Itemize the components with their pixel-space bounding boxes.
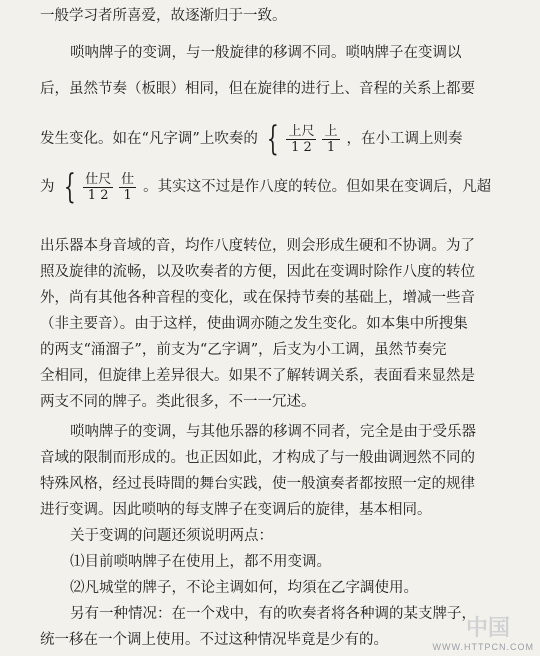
text-line-4b: ，在小工调上则奏 [346, 131, 463, 147]
text-line-11: 全相同，但旋律上差异很大。如果不了解转调关系，表面看来显然是 [40, 368, 475, 384]
text-line-12: 两支不同的牌子。类此很多，不一一冗述。 [40, 394, 316, 410]
text-line-8: 外，尚有其他各种音程的变化，或在保持节奏的基础上，增减一些音 [40, 290, 475, 306]
text-line-5b: 。其实这不过是作八度的转位。但如果在变调后，凡超 [143, 179, 492, 195]
notation-group-2 [59, 167, 140, 207]
fraction-2 [322, 125, 339, 154]
text-line-3: 后，虽然节奏（板眼）相同，但在旋律的进行上、音程的关系上都要 [40, 81, 475, 97]
fraction-3-bottom: 1 2 [87, 187, 109, 203]
text-line-21: 统一移在一个调上使用。不过这种情况毕竟是少有的。 [40, 632, 388, 648]
notation-group-1 [262, 119, 343, 159]
fraction-4 [119, 173, 136, 202]
text-line-9: （非主要音）。由于这样，使曲调亦随之发生变化。如本集中所搜集 [40, 316, 468, 332]
fraction-2-bottom: 1 [326, 139, 336, 155]
fraction-1 [286, 125, 316, 154]
fraction-1-bottom: 1 2 [291, 139, 312, 155]
watermark-logo: 中国 [465, 615, 510, 640]
fraction-4-top: 仕 [121, 171, 135, 187]
text-line-2: 唢呐牌子的变调，与一般旋律的移调不同。唢呐牌子在变调以 [70, 45, 462, 61]
fraction-1-top: 上尺 [288, 123, 315, 139]
fraction-3-top: 仕尺 [85, 171, 112, 187]
text-line-5 [0, 167, 540, 207]
text-line-16: 进行变调。因此唢呐的每支牌子在变调后的旋律，基本相同。 [40, 502, 432, 518]
text-line-15: 特殊风格，经过長時間的舞台实践，使一般演奏者都按照一定的规律 [40, 476, 475, 492]
text-line-14: 音域的限制而形成的。也正因如此，才构成了与一般曲调迥然不同的 [40, 450, 475, 466]
text-line-20: 另有一种情况：在一个戏中，有的吹奏者将各种调的某支牌子， [70, 606, 476, 622]
text-line-19: ⑵凡城堂的牌子，不论主调如何，均須在乙字調使用。 [70, 580, 418, 596]
brace-left-icon: { [266, 119, 279, 159]
fraction-2-top: 上 [324, 123, 338, 139]
text-line-18: ⑴目前唢呐牌子在使用上，都不用变调。 [70, 554, 331, 570]
watermark-url: WWW.HTTPCN.COM [432, 642, 534, 652]
text-line-13: 唢呐牌子的变调，与其他乐器的移调不同者，完全是由于受乐器 [70, 424, 476, 440]
text-line-6: 出乐器本身音域的音，均作八度转位，则会形成生硬和不协调。为了 [40, 238, 475, 254]
text-line-4 [0, 119, 540, 159]
text-line-10: 的两支“涌溜子”，前支为“乙字调”，后支为小工调，虽然节奏完 [40, 342, 447, 358]
fraction-4-bottom: 1 [123, 187, 132, 203]
brace-left-icon: { [63, 167, 76, 207]
text-line-17: 关于变调的问题还须说明两点： [70, 528, 273, 544]
text-line-7: 照及旋律的流畅，以及吹奏者的方便，因此在变调时除作八度的转位 [40, 264, 475, 280]
text-line-1: 一般学习者所喜爱，故逐渐归于一致。 [40, 8, 287, 24]
fraction-3 [83, 173, 113, 202]
text-line-5a: 为 [40, 179, 55, 195]
text-line-4a: 发生变化。如在“凡字调”上吹奏的 [40, 131, 258, 147]
